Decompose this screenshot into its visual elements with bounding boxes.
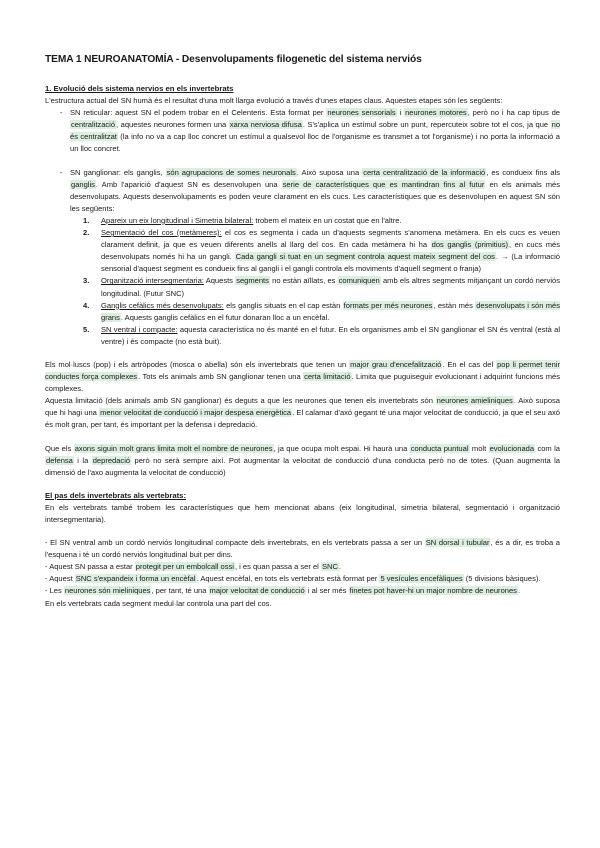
document-title: TEMA 1 NEUROANATOMÍA - Desenvolupaments filogenetic del sistema nerviós bbox=[45, 54, 422, 65]
section-intro: L'estructura actual del SN humà és el resultat d'una molt llarga evolució a través d'unes etapes claus. Aquestes etapes són les següents: bbox=[45, 96, 503, 106]
list-item: 2. Segmentació del cos (metàmeres): el cos es segmenta i cada un d'aquests segments s'anomena metàmera. En els cucs es veuen clarament definit, ja que es veuen diferents anells al llarg del cos. En cada metàmera hi ha dos ganglis (primitius), en cucs més desenvolupats només hi ha un gangli. Cada gangli si tuat en un segment controla aquest mateix segment del cos. → (La informació sensorial d'aquest segment es condueix fins al gangli i el gangli controla els moviments d'aquell segment o franja) bbox=[83, 228, 560, 274]
bullet-ganglionar: - SN ganglionar: els ganglis, són agrupacions de somes neuronals. Això suposa una certa centralització de la informació, es condueix fins als ganglis. Amb l'aparició d'aquest SN es desenvolupen una serie de característiques que es mantindran fins al futur en els animals més desenvolupats. Aquests desenvolupaments es poden veure clarament en els cucs. Les característiques que es desenvolupen en aquest SN són les següents: bbox=[60, 167, 560, 215]
list-item: 3. Organització intersegmentaria: Aquests segments no estàn aïllats, es comuniquen amb els altres segments mitjançant un cordó nerviós longitudinal. (Futur SNC) bbox=[83, 276, 560, 298]
section-heading-invertebrates: 1. Evolució dels sistema nervios en els invertebrats bbox=[45, 84, 234, 93]
bullet-reticular: - SN reticular: aquest SN el podem trobar en el Celenteris. Esta format per neurones sensorials i neurones motores, però no i ha cap tipus de centralització, aquestes neurones formen una xarxa nerviosa difusa. S's'aplica un estímul sobre un punt, repercuteix sobre tot el cos, ja que no és centralitzat (la info no va a cap lloc concret un estímul a qualsevol lloc de l'organisme es transmet a tot l'organisme) i no porta la informació a un lloc concret. bbox=[60, 107, 560, 155]
list-item: 4. Ganglis cefàlics més desenvolupats: els ganglis situats en el cap estàn formats per més neurones, estàn més desenvolupats i són més grans. Aquests ganglis cefàlics en el futur donaran lloc a un encèfal. bbox=[83, 300, 560, 322]
paragraph-mollusks: Els mol·luscs (pop) i els artròpodes (mosca o abella) són els invertebrats que tenen un major grau d'encefalització. En el cas del pop li permet tenir conductes força complexes. Tots els animals amb SN ganglionar tenen una certa limitació. Limita que puguiseguir evolucionant i adquirint funcions més complexes. bbox=[45, 359, 560, 394]
list-item: 1. Apareix un eix longitudinal i Simetria bilateral: trobem el mateix en un costat que en l'altre. bbox=[83, 215, 402, 225]
vertebrate-point: - El SN ventral amb un cordó nerviós longitudinal compacte dels invertebrats, en els vertebrats passa a ser un SN dorsal i tubular, és a dir, es troba a l'esquena i té un cordó nerviós longitudinal buit per dins. bbox=[45, 538, 560, 560]
paragraph-limitation: Aquesta limitació (dels animals amb SN ganglionar) és deguts a que les neurones que tenen els invertebrats són neurones amieliniques. Això suposa que hi hagi una menor velocitat de conducció i major despesa energètica. El calamar d'axó gegant té una major velocitat de conducció, ja que el seu axó és molt gran, per tant, és important per la defensa i depredació. bbox=[45, 396, 560, 430]
vertebrate-point: - Les neurones són mieliniques, per tant, té una major velocitat de conducció i al ser més finetes pot haver-hi un major nombre de neurones. bbox=[45, 586, 521, 596]
paragraph-axons: Que els axons siguin molt grans limita molt el nombre de neurones, ja que ocupa molt espai. Hi haurà una conducta puntual molt evolucionada com la defensa i la depredació però no serà sempre així. Pot augmentar la velocitat de conducció d'una conducta però no de totes. (Quan augmenta la dimensió de l'axo augmenta la velocitat de conducció) bbox=[45, 443, 561, 477]
vertebrate-conclusion: En els vertebrats cada segment medul·lar controla una part del cos. bbox=[45, 598, 272, 608]
vertebrate-point: - Aquest SNC s'expandeix i forma un encèfal. Aquest encèfal, en tots els vertebrats està format per 5 vesícules encefàliques (5 divisions bàsiques). bbox=[45, 574, 541, 584]
section-intro-vertebrates: En els vertebrats també trobem les característiques que hem mencionat abans (eix longitudinal, simetria bilateral, segmentació i organització intersegmentaria). bbox=[45, 502, 560, 524]
vertebrate-point: - Aquest SN passa a estar protegit per un embolcall ossi, i es quan passa a ser el SNC. bbox=[45, 562, 342, 572]
section-heading-vertebrates: El pas dels invertebrats als vertebrats: bbox=[45, 490, 187, 500]
list-item: 5. SN ventral i compacte: aquesta característica no és manté en el futur. En els organismes amb el SN ganglionar el SN és ventral (està al ventre) i és compacte (no està buit). bbox=[83, 324, 560, 346]
characteristics-list bbox=[45, 215, 560, 348]
